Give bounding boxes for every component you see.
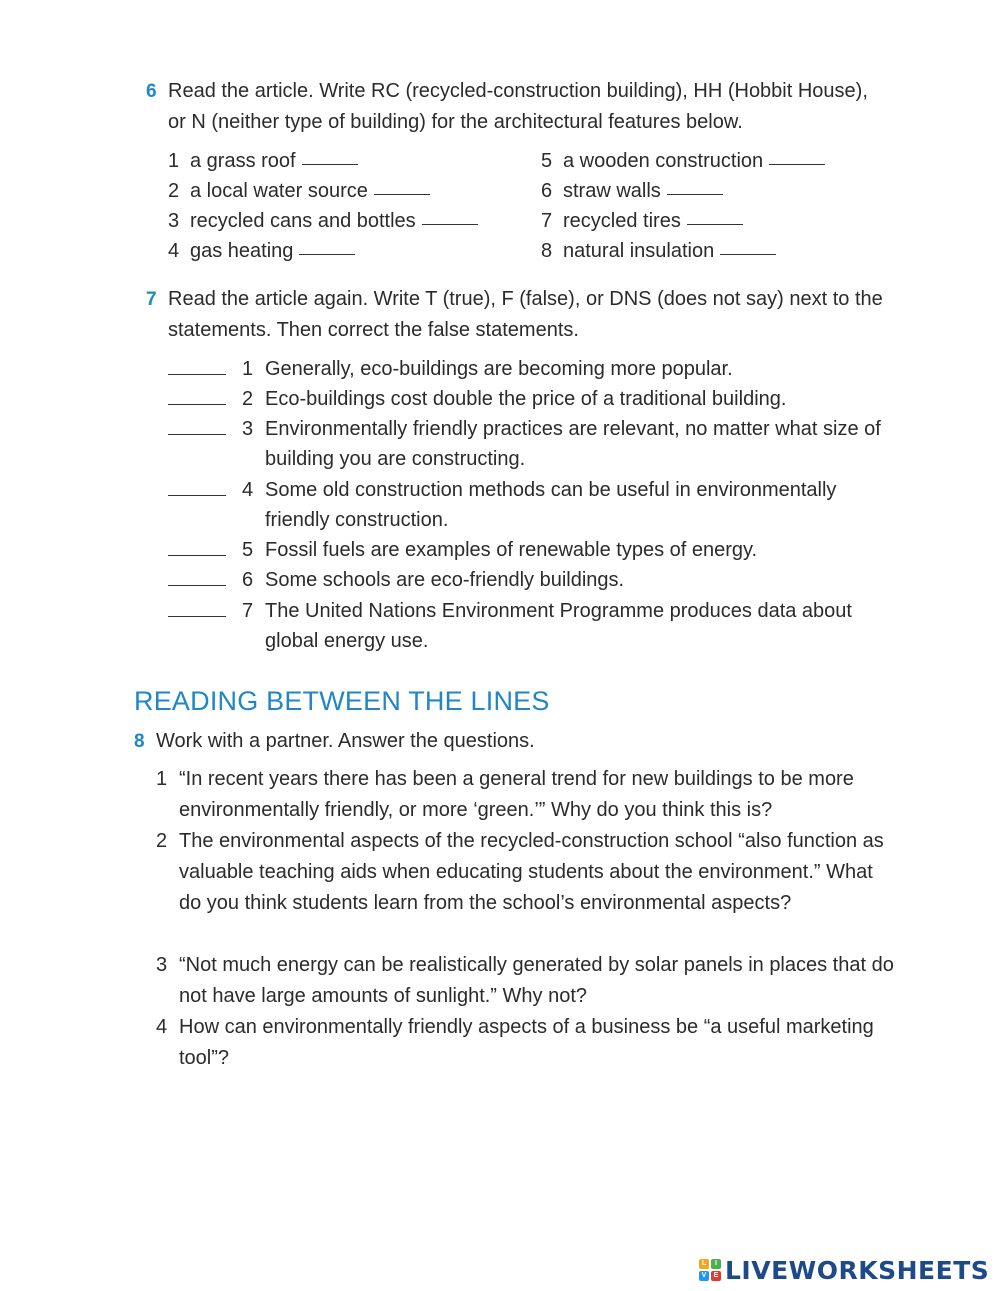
answer-blank[interactable] bbox=[299, 253, 355, 255]
exercise-8-instruction bbox=[134, 726, 874, 757]
feature-item: 1 a grass roof bbox=[168, 146, 358, 176]
answer-blank[interactable] bbox=[422, 223, 478, 225]
answer-blank[interactable] bbox=[168, 404, 226, 405]
instruction-text: Read the article again. Write T (true), F (false), or DNS (does not say) next to the statements. Then correct the false statements. bbox=[168, 288, 883, 341]
feature-item: 6 straw walls bbox=[541, 176, 723, 206]
instruction-text: Read the article. Write RC (recycled-construction building), HH (Hobbit House), or N (neither type of building) for the architectural features below. bbox=[168, 80, 868, 133]
question-item: 2 The environmental aspects of the recycled-construction school “also function as valuable teaching aids when educating students about the environment.” What do you think students learn from the school’s environmental aspects? bbox=[156, 830, 884, 914]
exercise-number: 6 bbox=[146, 81, 157, 102]
instruction-text: Work with a partner. Answer the questions. bbox=[156, 730, 535, 752]
feature-item: 5 a wooden construction bbox=[541, 146, 825, 176]
answer-blank[interactable] bbox=[667, 193, 723, 195]
statement-row: 3 Environmentally friendly practices are relevant, no matter what size of building you are constructing. bbox=[168, 414, 888, 474]
answer-blank[interactable] bbox=[168, 555, 226, 556]
statement-row: 7 The United Nations Environment Programme produces data about global energy use. bbox=[168, 596, 888, 656]
statement-row: 4 Some old construction methods can be useful in environmentally friendly construction. bbox=[168, 475, 888, 535]
liveworksheets-logo bbox=[699, 1255, 989, 1285]
logo-text: LIVEWORKSHEETS bbox=[725, 1255, 990, 1285]
answer-blank[interactable] bbox=[168, 495, 226, 496]
feature-item: 8 natural insulation bbox=[541, 236, 776, 266]
feature-item: 3 recycled cans and bottles bbox=[168, 206, 478, 236]
answer-blank[interactable] bbox=[168, 374, 226, 375]
answer-blank[interactable] bbox=[168, 434, 226, 435]
answer-blank[interactable] bbox=[168, 616, 226, 617]
statement-row: 6 Some schools are eco-friendly buildings. bbox=[168, 565, 888, 595]
exercise-6-instruction bbox=[146, 76, 886, 138]
exercise-number: 7 bbox=[146, 289, 157, 310]
answer-blank[interactable] bbox=[720, 253, 776, 255]
statement-row: 2 Eco-buildings cost double the price of a traditional building. bbox=[168, 384, 888, 414]
question-item: 1 “In recent years there has been a general trend for new buildings to be more environmentally friendly, or more ‘green.’” Why do you think this is? bbox=[156, 768, 854, 821]
answer-blank[interactable] bbox=[302, 163, 358, 165]
feature-item: 7 recycled tires bbox=[541, 206, 743, 236]
statement-row: 5 Fossil fuels are examples of renewable types of energy. bbox=[168, 535, 888, 565]
exercise-7-instruction bbox=[146, 284, 886, 346]
section-title: READING BETWEEN THE LINES bbox=[134, 686, 550, 716]
feature-item: 4 gas heating bbox=[168, 236, 355, 266]
exercise-number: 8 bbox=[134, 731, 145, 752]
feature-item: 2 a local water source bbox=[168, 176, 430, 206]
logo-blocks-icon: L I V E bbox=[699, 1259, 721, 1281]
answer-blank[interactable] bbox=[168, 585, 226, 586]
statement-row: 1 Generally, eco-buildings are becoming more popular. bbox=[168, 354, 888, 384]
question-item: 4 How can environmentally friendly aspects of a business be “a useful marketing tool”? bbox=[156, 1016, 874, 1069]
answer-blank[interactable] bbox=[687, 223, 743, 225]
answer-blank[interactable] bbox=[769, 163, 825, 165]
question-item: 3 “Not much energy can be realistically generated by solar panels in places that do not have large amounts of sunlight.” Why not? bbox=[156, 954, 894, 1007]
answer-blank[interactable] bbox=[374, 193, 430, 195]
